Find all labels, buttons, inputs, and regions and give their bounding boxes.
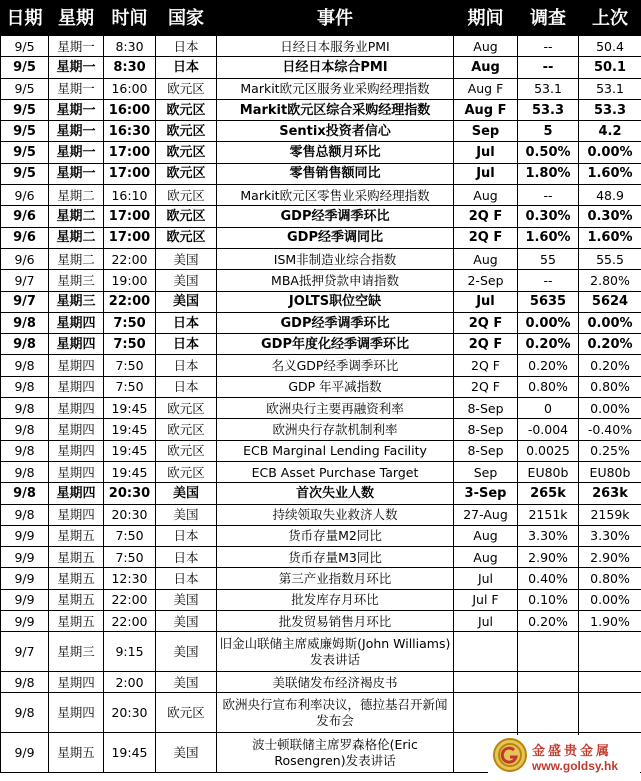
cell-prior: 0.20%	[579, 355, 641, 376]
cell-prior: 2.80%	[579, 270, 641, 291]
cell-prior: 5624	[579, 291, 641, 312]
cell-time: 17:00	[104, 163, 156, 184]
table-row	[1, 57, 641, 78]
cell-period	[454, 672, 518, 693]
cell-date: 9/9	[1, 611, 49, 632]
cell-period: 8-Sep	[454, 398, 518, 419]
table-row	[1, 547, 641, 568]
table-row	[1, 36, 641, 57]
cell-weekday: 星期四	[49, 355, 104, 376]
cell-time: 19:45	[104, 440, 156, 461]
cell-time: 20:30	[104, 483, 156, 504]
cell-date: 9/8	[1, 672, 49, 693]
cell-survey: 265k	[518, 483, 579, 504]
cell-weekday: 星期一	[49, 36, 104, 57]
cell-survey: 0	[518, 398, 579, 419]
cell-country: 欧元区	[156, 163, 217, 184]
cell-time: 17:00	[104, 142, 156, 163]
cell-time: 22:00	[104, 589, 156, 610]
cell-country: 欧元区	[156, 440, 217, 461]
cell-survey: 0.0025	[518, 440, 579, 461]
cell-period: Aug F	[454, 78, 518, 99]
cell-period: Aug	[454, 525, 518, 546]
cell-country: 欧元区	[156, 78, 217, 99]
cell-prior: 2.90%	[579, 547, 641, 568]
cell-time: 7:50	[104, 547, 156, 568]
cell-weekday: 星期四	[49, 334, 104, 355]
cell-time: 7:50	[104, 312, 156, 333]
cell-country: 美国	[156, 611, 217, 632]
cell-weekday: 星期二	[49, 248, 104, 269]
cell-survey: 55	[518, 248, 579, 269]
cell-prior: 4.2	[579, 121, 641, 142]
cell-date: 9/8	[1, 376, 49, 397]
cell-survey: -0.004	[518, 419, 579, 440]
cell-weekday: 星期四	[49, 440, 104, 461]
cell-country: 欧元区	[156, 419, 217, 440]
cell-weekday: 星期四	[49, 419, 104, 440]
cell-time: 22:00	[104, 291, 156, 312]
cell-time: 19:45	[104, 461, 156, 482]
cell-date: 9/9	[1, 589, 49, 610]
cell-date: 9/5	[1, 57, 49, 78]
cell-date: 9/8	[1, 693, 49, 733]
cell-date: 9/5	[1, 121, 49, 142]
table-row	[1, 206, 641, 227]
table-row	[1, 312, 641, 333]
cell-weekday: 星期五	[49, 568, 104, 589]
cell-prior: 55.5	[579, 248, 641, 269]
cell-event: 欧洲央行宣布利率决议，德拉基召开新闻发布会	[217, 693, 454, 733]
cell-time: 16:00	[104, 78, 156, 99]
cell-event: GDP经季调同比	[217, 227, 454, 248]
cell-date: 9/5	[1, 99, 49, 120]
cell-survey: 2151k	[518, 504, 579, 525]
table-row	[1, 461, 641, 482]
cell-survey: --	[518, 185, 579, 206]
cell-date: 9/8	[1, 398, 49, 419]
cell-time: 9:15	[104, 632, 156, 672]
cell-weekday: 星期一	[49, 57, 104, 78]
cell-prior: 0.00%	[579, 312, 641, 333]
goldsy-logo	[488, 735, 640, 779]
cell-survey: 0.50%	[518, 142, 579, 163]
cell-prior	[579, 632, 641, 672]
cell-weekday: 星期四	[49, 376, 104, 397]
cell-time: 7:50	[104, 376, 156, 397]
cell-event: JOLTS职位空缺	[217, 291, 454, 312]
cell-time: 20:30	[104, 693, 156, 733]
cell-date: 9/5	[1, 36, 49, 57]
cell-prior: 53.3	[579, 99, 641, 120]
cell-time: 19:45	[104, 733, 156, 773]
table-row	[1, 121, 641, 142]
cell-country: 美国	[156, 504, 217, 525]
cell-time: 17:00	[104, 227, 156, 248]
table-row	[1, 227, 641, 248]
cell-event: 日经日本综合PMI	[217, 57, 454, 78]
cell-event: 货币存量M3同比	[217, 547, 454, 568]
cell-survey	[518, 693, 579, 733]
cell-survey: --	[518, 57, 579, 78]
cell-event: Markit欧元区综合采购经理指数	[217, 99, 454, 120]
cell-weekday: 星期五	[49, 525, 104, 546]
cell-date: 9/7	[1, 270, 49, 291]
cell-weekday: 星期四	[49, 672, 104, 693]
cell-weekday: 星期四	[49, 693, 104, 733]
cell-period: Aug	[454, 36, 518, 57]
cell-country: 美国	[156, 672, 217, 693]
cell-event: 日经日本服务业PMI	[217, 36, 454, 57]
cell-period: 2Q F	[454, 312, 518, 333]
cell-time: 8:30	[104, 57, 156, 78]
cell-prior: 2159k	[579, 504, 641, 525]
table-row	[1, 589, 641, 610]
cell-survey: 53.1	[518, 78, 579, 99]
cell-survey: EU80b	[518, 461, 579, 482]
cell-time: 2:00	[104, 672, 156, 693]
cell-date: 9/8	[1, 355, 49, 376]
cell-country: 日本	[156, 525, 217, 546]
cell-period: Sep	[454, 461, 518, 482]
cell-date: 9/6	[1, 227, 49, 248]
cell-weekday: 星期一	[49, 99, 104, 120]
cell-event: 波士顿联储主席罗森格伦(Eric Rosengren)发表讲话	[217, 733, 454, 773]
table-row	[1, 291, 641, 312]
cell-event: ISM非制造业综合指数	[217, 248, 454, 269]
cell-date: 9/8	[1, 504, 49, 525]
cell-date: 9/8	[1, 334, 49, 355]
cell-weekday: 星期一	[49, 121, 104, 142]
cell-weekday: 星期三	[49, 270, 104, 291]
cell-event: ECB Marginal Lending Facility	[217, 440, 454, 461]
table-row	[1, 355, 641, 376]
cell-prior: 48.9	[579, 185, 641, 206]
cell-period: Jul	[454, 291, 518, 312]
cell-event: 零售销售额同比	[217, 163, 454, 184]
table-header-row	[1, 1, 641, 36]
cell-time: 22:00	[104, 248, 156, 269]
cell-period: Aug	[454, 248, 518, 269]
cell-country: 美国	[156, 291, 217, 312]
cell-weekday: 星期一	[49, 142, 104, 163]
cell-period: 8-Sep	[454, 440, 518, 461]
cell-date: 9/5	[1, 163, 49, 184]
cell-event: 名义GDP经季调季环比	[217, 355, 454, 376]
cell-survey: 0.40%	[518, 568, 579, 589]
cell-weekday: 星期四	[49, 504, 104, 525]
cell-country: 美国	[156, 270, 217, 291]
cell-time: 7:50	[104, 334, 156, 355]
cell-survey: --	[518, 270, 579, 291]
cell-survey: --	[518, 36, 579, 57]
cell-prior	[579, 672, 641, 693]
cell-period	[454, 632, 518, 672]
cell-event: 欧洲央行存款机制利率	[217, 419, 454, 440]
cell-date: 9/8	[1, 419, 49, 440]
cell-date: 9/9	[1, 568, 49, 589]
cell-weekday: 星期一	[49, 163, 104, 184]
cell-event: 零售总额月环比	[217, 142, 454, 163]
cell-period: 8-Sep	[454, 419, 518, 440]
cell-prior: 0.30%	[579, 206, 641, 227]
cell-date: 9/8	[1, 461, 49, 482]
table-row	[1, 632, 641, 672]
cell-prior: 1.60%	[579, 227, 641, 248]
cell-survey: 5	[518, 121, 579, 142]
cell-time: 16:10	[104, 185, 156, 206]
cell-prior: 50.4	[579, 36, 641, 57]
cell-prior	[579, 693, 641, 733]
cell-event: GDP经季调季环比	[217, 312, 454, 333]
cell-survey: 1.60%	[518, 227, 579, 248]
cell-weekday: 星期二	[49, 185, 104, 206]
cell-period: 3-Sep	[454, 483, 518, 504]
cell-period: Aug	[454, 57, 518, 78]
table-row	[1, 525, 641, 546]
table-row	[1, 483, 641, 504]
cell-prior: 263k	[579, 483, 641, 504]
cell-country: 美国	[156, 632, 217, 672]
cell-country: 欧元区	[156, 142, 217, 163]
header-time: 时间	[104, 1, 156, 36]
cell-country: 日本	[156, 312, 217, 333]
cell-weekday: 星期四	[49, 312, 104, 333]
cell-time: 19:45	[104, 398, 156, 419]
cell-period: Jul	[454, 568, 518, 589]
cell-period: Jul	[454, 142, 518, 163]
cell-time: 17:00	[104, 206, 156, 227]
cell-survey: 0.30%	[518, 206, 579, 227]
table-row	[1, 99, 641, 120]
cell-prior: EU80b	[579, 461, 641, 482]
cell-event: 批发库存月环比	[217, 589, 454, 610]
header-prior: 上次	[579, 1, 641, 36]
cell-survey: 0.20%	[518, 334, 579, 355]
cell-event: 旧金山联储主席威廉姆斯(John Williams)发表讲话	[217, 632, 454, 672]
cell-event: 批发贸易销售月环比	[217, 611, 454, 632]
table-row	[1, 440, 641, 461]
cell-prior: 0.80%	[579, 568, 641, 589]
cell-date: 9/9	[1, 547, 49, 568]
cell-country: 日本	[156, 334, 217, 355]
cell-date: 9/5	[1, 78, 49, 99]
cell-period: 2Q F	[454, 206, 518, 227]
cell-event: ECB Asset Purchase Target	[217, 461, 454, 482]
cell-date: 9/7	[1, 291, 49, 312]
cell-date: 9/5	[1, 142, 49, 163]
cell-prior: -0.40%	[579, 419, 641, 440]
cell-event: 首次失业人数	[217, 483, 454, 504]
cell-event: MBA抵押贷款申请指数	[217, 270, 454, 291]
cell-period: Aug	[454, 185, 518, 206]
cell-weekday: 星期二	[49, 206, 104, 227]
cell-period	[454, 693, 518, 733]
cell-country: 欧元区	[156, 121, 217, 142]
cell-period: Aug	[454, 547, 518, 568]
cell-survey: 0.10%	[518, 589, 579, 610]
cell-country: 美国	[156, 483, 217, 504]
cell-date: 9/9	[1, 525, 49, 546]
cell-country: 日本	[156, 36, 217, 57]
cell-country: 欧元区	[156, 227, 217, 248]
cell-country: 日本	[156, 547, 217, 568]
cell-prior: 1.60%	[579, 163, 641, 184]
cell-prior: 3.30%	[579, 525, 641, 546]
cell-period: 2Q F	[454, 334, 518, 355]
table-row	[1, 142, 641, 163]
table-row	[1, 693, 641, 733]
table-row	[1, 248, 641, 269]
cell-survey: 0.20%	[518, 611, 579, 632]
cell-weekday: 星期五	[49, 589, 104, 610]
cell-country: 欧元区	[156, 461, 217, 482]
cell-event: 美联储发布经济褐皮书	[217, 672, 454, 693]
table-row	[1, 78, 641, 99]
cell-date: 9/7	[1, 632, 49, 672]
cell-time: 20:30	[104, 504, 156, 525]
cell-country: 欧元区	[156, 693, 217, 733]
cell-country: 美国	[156, 589, 217, 610]
cell-date: 9/6	[1, 248, 49, 269]
cell-survey: 3.30%	[518, 525, 579, 546]
cell-prior: 0.20%	[579, 334, 641, 355]
cell-event: 持续领取失业救济人数	[217, 504, 454, 525]
cell-country: 欧元区	[156, 398, 217, 419]
cell-weekday: 星期四	[49, 483, 104, 504]
cell-prior: 0.00%	[579, 398, 641, 419]
cell-event: Markit欧元区服务业采购经理指数	[217, 78, 454, 99]
cell-weekday: 星期一	[49, 78, 104, 99]
cell-date: 9/6	[1, 185, 49, 206]
cell-prior: 53.1	[579, 78, 641, 99]
cell-weekday: 星期五	[49, 733, 104, 773]
table-row	[1, 568, 641, 589]
cell-survey: 0.80%	[518, 376, 579, 397]
cell-period: 2Q F	[454, 376, 518, 397]
cell-survey: 5635	[518, 291, 579, 312]
cell-country: 欧元区	[156, 185, 217, 206]
cell-survey: 1.80%	[518, 163, 579, 184]
header-period: 期间	[454, 1, 518, 36]
cell-country: 美国	[156, 733, 217, 773]
cell-date: 9/8	[1, 440, 49, 461]
table-row	[1, 270, 641, 291]
cell-time: 19:00	[104, 270, 156, 291]
cell-prior: 0.80%	[579, 376, 641, 397]
cell-weekday: 星期二	[49, 227, 104, 248]
cell-survey	[518, 632, 579, 672]
cell-weekday: 星期三	[49, 632, 104, 672]
header-date: 日期	[1, 1, 49, 36]
header-country: 国家	[156, 1, 217, 36]
cell-event: 第三产业指数月环比	[217, 568, 454, 589]
cell-period: Sep	[454, 121, 518, 142]
table-row	[1, 185, 641, 206]
cell-time: 16:30	[104, 121, 156, 142]
cell-survey: 2.90%	[518, 547, 579, 568]
cell-period: Jul	[454, 611, 518, 632]
table-row	[1, 376, 641, 397]
cell-event: 欧洲央行主要再融资利率	[217, 398, 454, 419]
cell-time: 12:30	[104, 568, 156, 589]
cell-period: 2Q F	[454, 355, 518, 376]
cell-country: 日本	[156, 355, 217, 376]
cell-weekday: 星期四	[49, 461, 104, 482]
cell-country: 日本	[156, 376, 217, 397]
table-row	[1, 419, 641, 440]
cell-event: Sentix投资者信心	[217, 121, 454, 142]
cell-period: 27-Aug	[454, 504, 518, 525]
cell-survey: 0.20%	[518, 355, 579, 376]
table-row	[1, 672, 641, 693]
cell-period: 2-Sep	[454, 270, 518, 291]
cell-period: Jul	[454, 163, 518, 184]
cell-weekday: 星期五	[49, 611, 104, 632]
cell-country: 欧元区	[156, 99, 217, 120]
table-row	[1, 398, 641, 419]
table-row	[1, 334, 641, 355]
cell-event: 货币存量M2同比	[217, 525, 454, 546]
table-row	[1, 163, 641, 184]
cell-prior: 0.00%	[579, 589, 641, 610]
table-row	[1, 611, 641, 632]
cell-event: GDP 年平减指数	[217, 376, 454, 397]
cell-time: 16:00	[104, 99, 156, 120]
cell-weekday: 星期三	[49, 291, 104, 312]
cell-prior: 1.90%	[579, 611, 641, 632]
header-event: 事件	[217, 1, 454, 36]
cell-country: 美国	[156, 248, 217, 269]
cell-country: 日本	[156, 57, 217, 78]
cell-time: 19:45	[104, 419, 156, 440]
cell-prior: 50.1	[579, 57, 641, 78]
cell-survey: 0.00%	[518, 312, 579, 333]
logo-url: www.goldsy.hk	[532, 759, 619, 773]
cell-weekday: 星期五	[49, 547, 104, 568]
cell-prior: 0.00%	[579, 142, 641, 163]
cell-country: 欧元区	[156, 206, 217, 227]
cell-date: 9/8	[1, 483, 49, 504]
cell-date: 9/6	[1, 206, 49, 227]
header-survey: 调查	[518, 1, 579, 36]
cell-event: Markit欧元区零售业采购经理指数	[217, 185, 454, 206]
cell-period: Aug F	[454, 99, 518, 120]
cell-country: 日本	[156, 568, 217, 589]
cell-survey: 53.3	[518, 99, 579, 120]
cell-time: 7:50	[104, 525, 156, 546]
cell-time: 7:50	[104, 355, 156, 376]
cell-survey	[518, 672, 579, 693]
cell-date: 9/8	[1, 312, 49, 333]
cell-period: 2Q F	[454, 227, 518, 248]
cell-time: 22:00	[104, 611, 156, 632]
header-weekday: 星期	[49, 1, 104, 36]
logo-name: 金盛贵金属	[532, 744, 613, 759]
goldsy-coin-icon	[492, 737, 528, 773]
cell-time: 8:30	[104, 36, 156, 57]
cell-date: 9/9	[1, 733, 49, 773]
cell-event: GDP年度化经季调季环比	[217, 334, 454, 355]
cell-event: GDP经季调季环比	[217, 206, 454, 227]
cell-weekday: 星期四	[49, 398, 104, 419]
cell-prior: 0.25%	[579, 440, 641, 461]
cell-period: Jul F	[454, 589, 518, 610]
table-row	[1, 504, 641, 525]
